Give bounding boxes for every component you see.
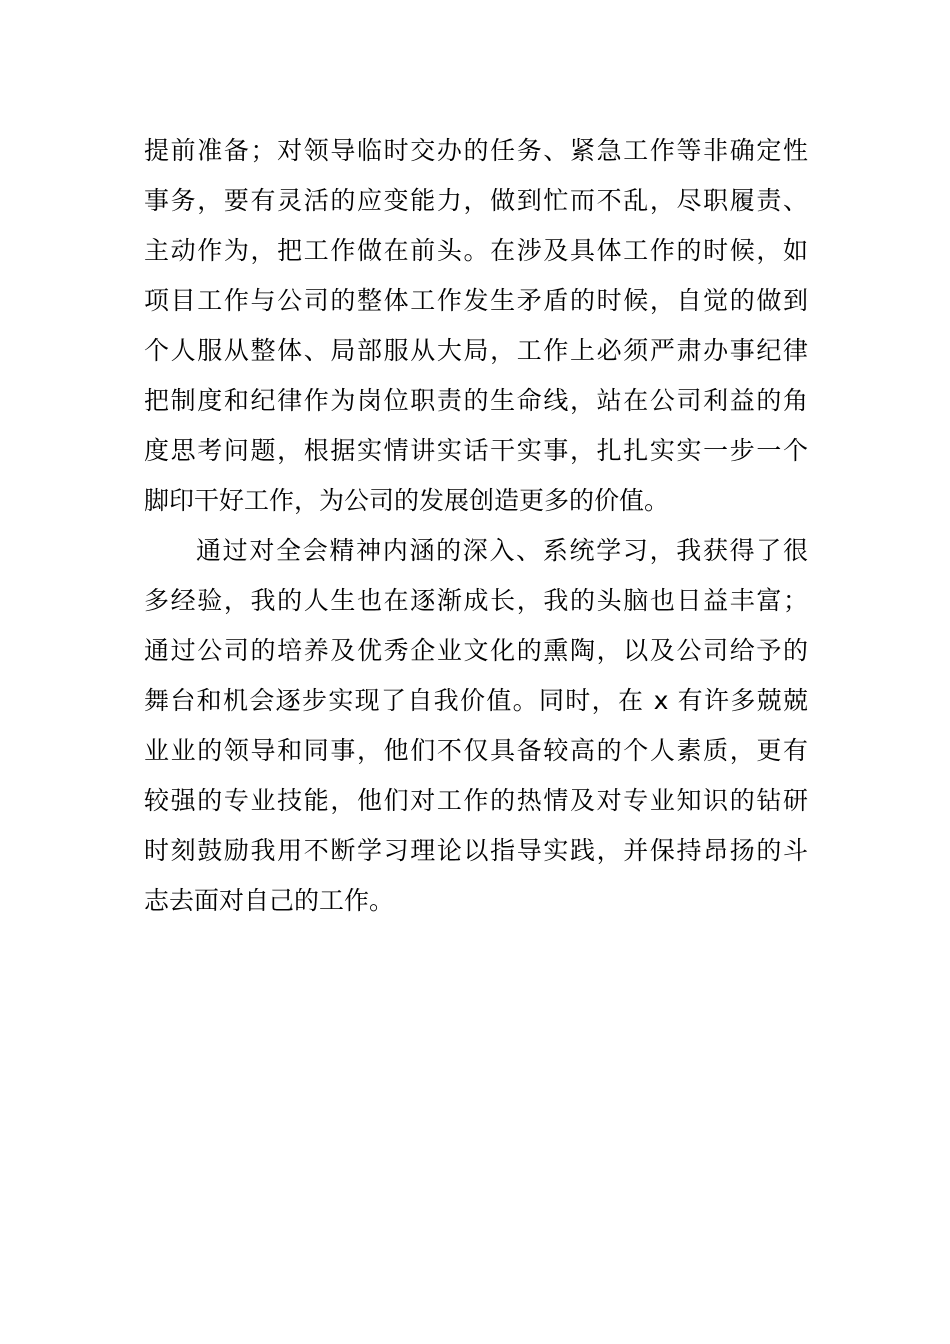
text-line: 事务，要有灵活的应变能力，做到忙而不乱，尽职履责、	[144, 186, 808, 215]
text-line: 主动作为，把工作做在前头。在涉及具体工作的时候，如	[144, 236, 808, 265]
text-line: 通过公司的培养及优秀企业文化的熏陶，以及公司给予的	[144, 636, 808, 665]
paragraph-2	[144, 526, 808, 926]
text-line: 较强的专业技能，他们对工作的热情及对专业知识的钻研	[144, 786, 808, 815]
text-line: 多经验，我的人生也在逐渐成长，我的头脑也日益丰富；	[144, 586, 808, 615]
text-line: 通过对全会精神内涵的深入、系统学习，我获得了很	[196, 536, 808, 565]
text-line: 项目工作与公司的整体工作发生矛盾的时候，自觉的做到	[144, 286, 808, 315]
text-line: 度思考问题，根据实情讲实话干实事，扎扎实实一步一个	[144, 436, 808, 465]
document-body	[144, 126, 808, 926]
text-line: 提前准备；对领导临时交办的任务、紧急工作等非确定性	[144, 136, 808, 165]
text-line: 时刻鼓励我用不断学习理论以指导实践，并保持昂扬的斗	[144, 836, 808, 865]
text-line: 舞台和机会逐步实现了自我价值。同时，在 x 有许多兢兢	[144, 686, 808, 715]
paragraph-1	[144, 126, 808, 526]
text-line: 业业的领导和同事，他们不仅具备较高的个人素质，更有	[144, 736, 808, 765]
text-line: 脚印干好工作，为公司的发展创造更多的价值。	[144, 486, 670, 515]
text-line: 把制度和纪律作为岗位职责的生命线，站在公司利益的角	[144, 386, 808, 415]
text-line: 志去面对自己的工作。	[144, 886, 395, 915]
text-line: 个人服从整体、局部服从大局，工作上必须严肃办事纪律	[144, 336, 808, 365]
